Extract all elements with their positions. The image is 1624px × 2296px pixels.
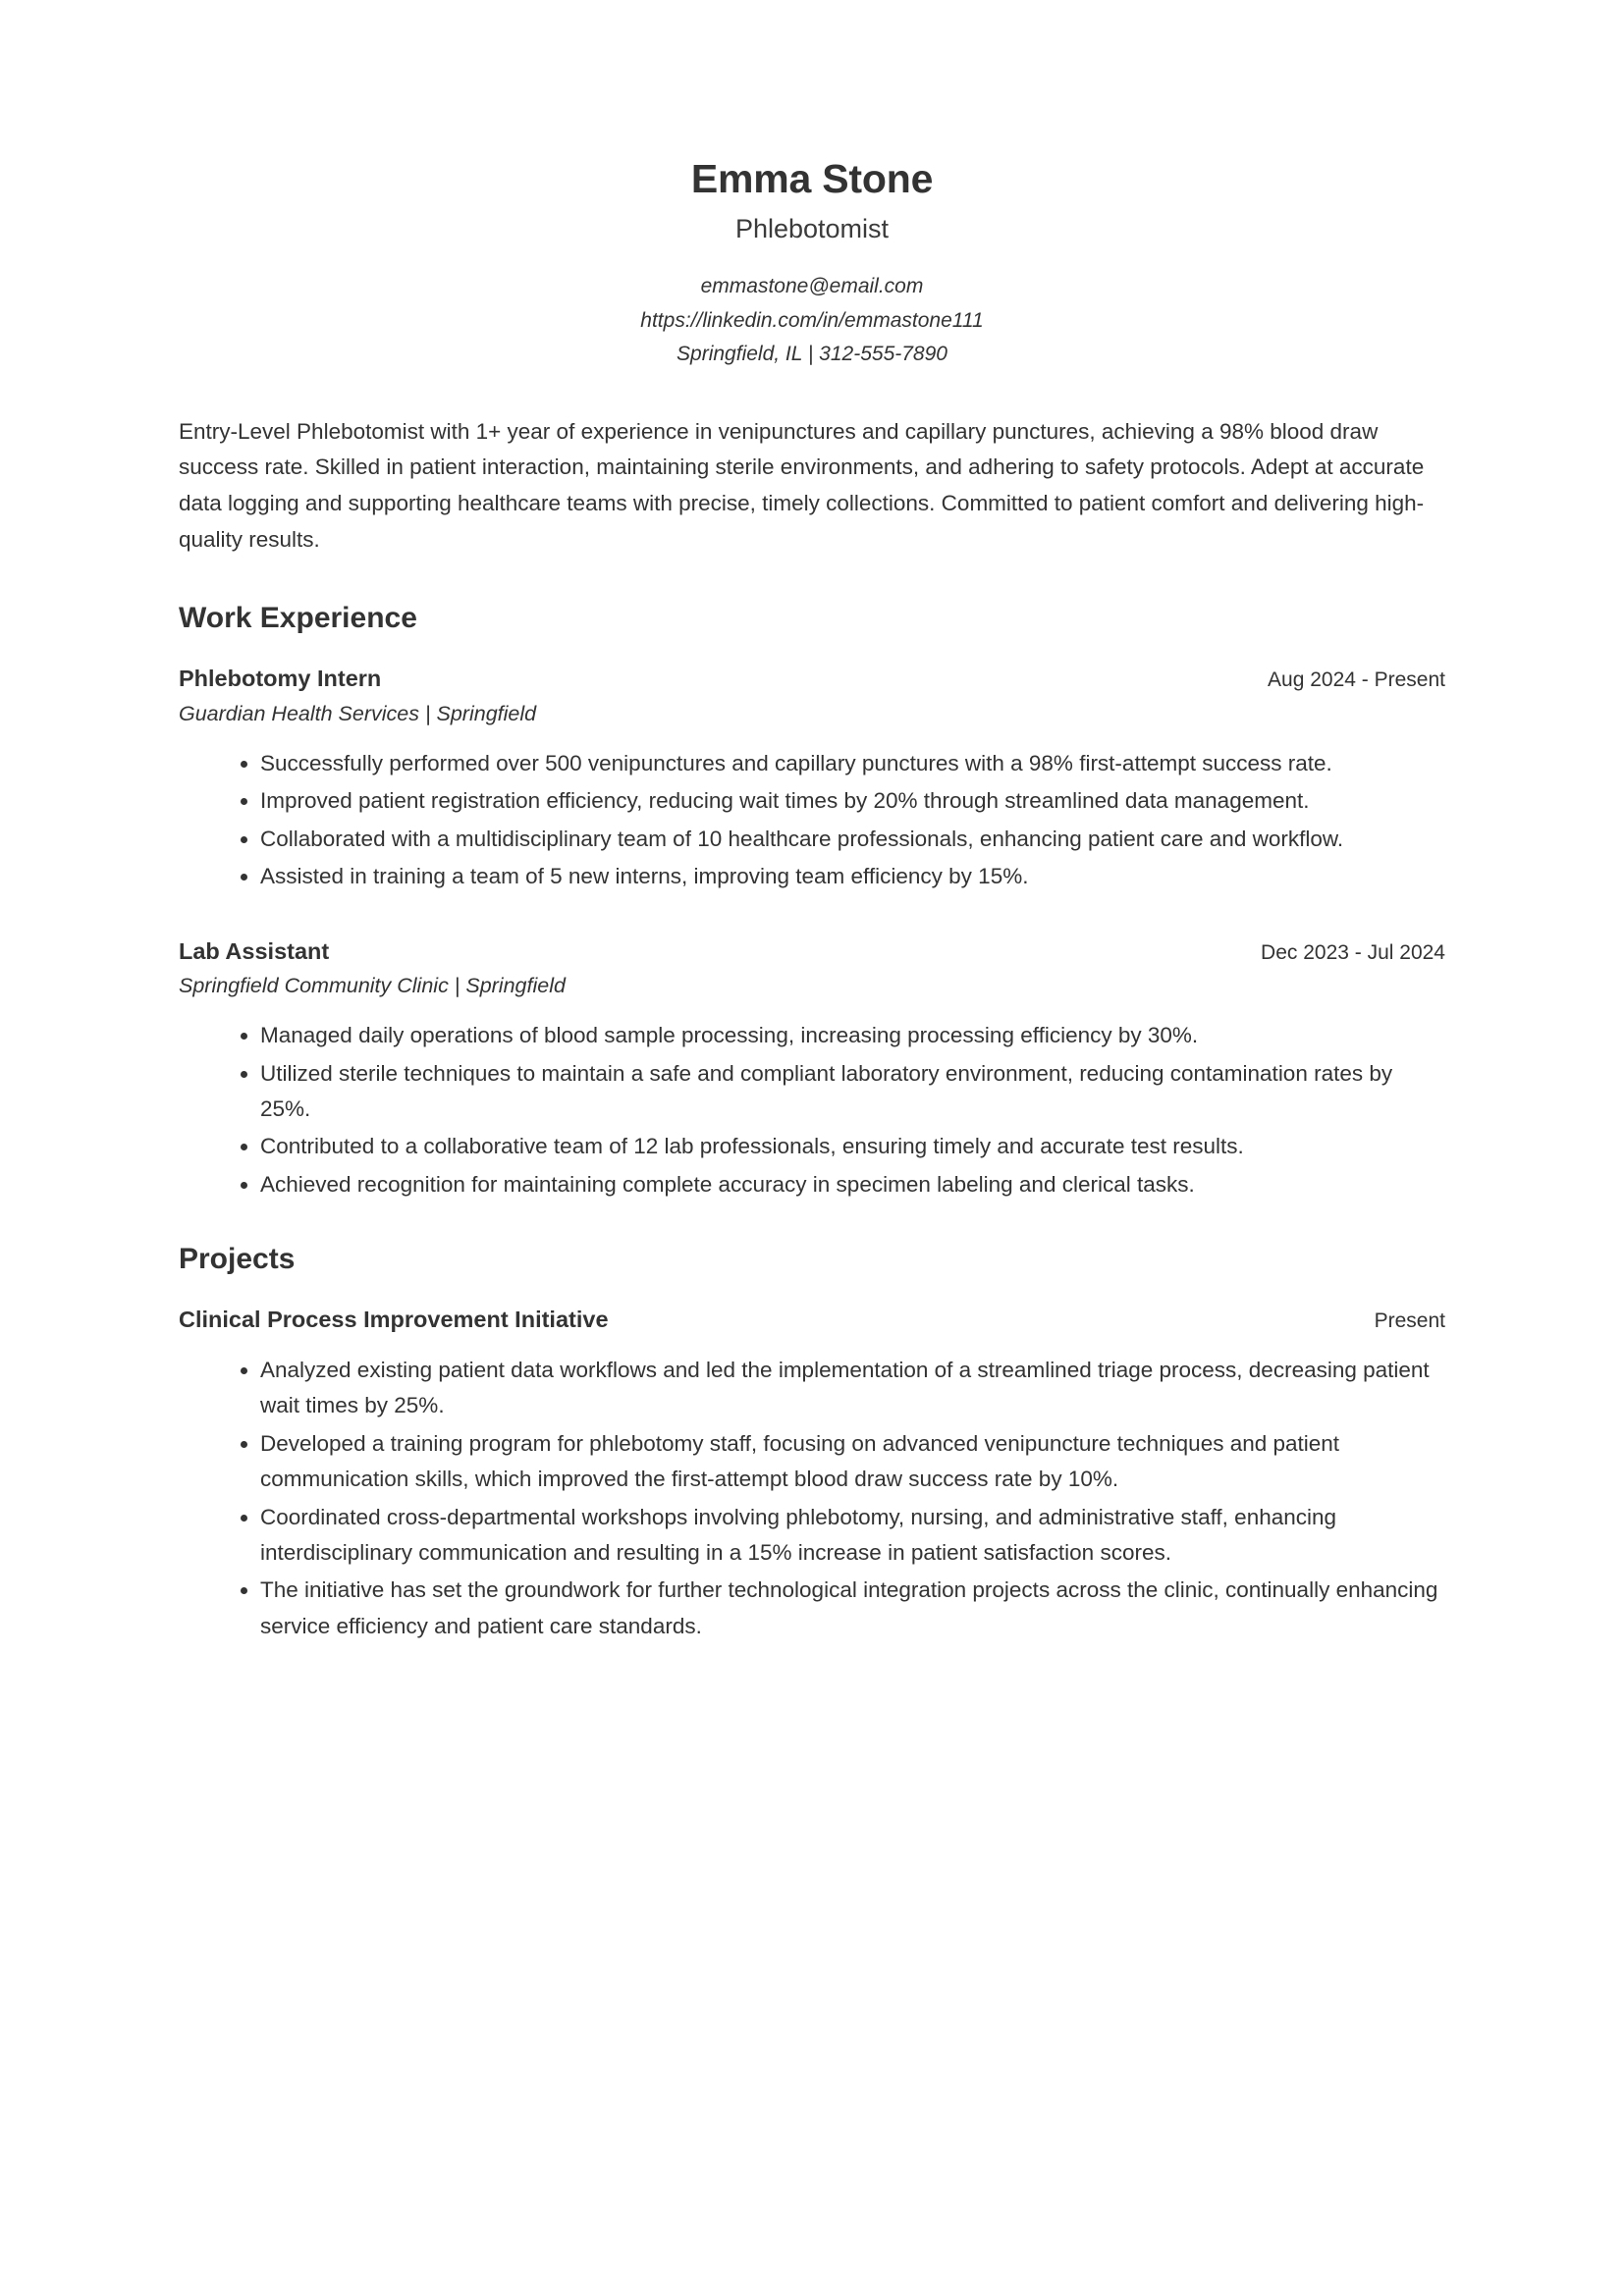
- bullet-item: Achieved recognition for maintaining complete accuracy in specimen labeling and clerical tasks.: [241, 1167, 1445, 1202]
- contact-email[interactable]: emmastone@email.com: [700, 275, 924, 298]
- bullet-item: The initiative has set the groundwork for further technological integration projects across the clinic, continually enhancing service efficiency and patient care standards.: [241, 1573, 1445, 1644]
- work-entry: [179, 664, 1445, 894]
- work-entry: [179, 936, 1445, 1203]
- projects-heading: Projects: [179, 1243, 296, 1276]
- bullet-item: Collaborated with a multidisciplinary team of 10 healthcare professionals, enhancing patient care and workflow.: [241, 822, 1445, 857]
- work-experience-section: [179, 601, 1445, 1202]
- work-entry-date: Aug 2024 - Present: [1268, 668, 1445, 692]
- work-entry-date: Dec 2023 - Jul 2024: [1261, 940, 1445, 964]
- resume-header: [179, 0, 1445, 371]
- candidate-job-title: Phlebotomist: [734, 214, 890, 244]
- work-entry-organization: Guardian Health Services | Springfield: [179, 701, 537, 725]
- contact-linkedin[interactable]: https://linkedin.com/in/emmastone111: [640, 308, 984, 332]
- candidate-name: Emma Stone: [690, 156, 934, 201]
- professional-summary: Entry-Level Phlebotomist with 1+ year of experience in venipunctures and capillary punctures, achieving a 98% blood draw success rate. Skilled in patient interaction, maintaining sterile environments, and adhering to safety protocols. Adept at accurate data logging and supporting healthcare teams with precise, timely collections. Committed to patient comfort and delivering high-quality results.: [179, 418, 1425, 552]
- project-entry-date: Present: [1374, 1309, 1445, 1333]
- work-entry-bullets: [179, 746, 1445, 895]
- work-entry-role: Phlebotomy Intern: [179, 666, 382, 692]
- bullet-item: Utilized sterile techniques to maintain a safe and compliant laboratory environment, reducing contamination rates by 25%.: [241, 1056, 1445, 1128]
- bullet-item: Improved patient registration efficiency, reducing wait times by 20% through streamlined data management.: [241, 783, 1445, 819]
- bullet-item: Managed daily operations of blood sample processing, increasing processing efficiency by 30%.: [241, 1018, 1445, 1053]
- bullet-item: Contributed to a collaborative team of 12 lab professionals, ensuring timely and accurate test results.: [241, 1129, 1445, 1164]
- bullet-item: Coordinated cross-departmental workshops involving phlebotomy, nursing, and administrative staff, enhancing interdisciplinary communication and resulting in a 15% increase in patient satisfaction scores.: [241, 1500, 1445, 1572]
- project-entry-header: [179, 1305, 1445, 1335]
- work-entry-header: [179, 664, 1445, 694]
- contact-location-phone: Springfield, IL | 312-555-7890: [677, 342, 947, 365]
- resume-content: [179, 0, 1445, 1650]
- work-entry-header: [179, 936, 1445, 967]
- bullet-item: Analyzed existing patient data workflows and led the implementation of a streamlined triage process, decreasing patient wait times by 25%.: [241, 1353, 1445, 1424]
- bullet-item: Assisted in training a team of 5 new interns, improving team efficiency by 15%.: [241, 859, 1445, 894]
- bullet-item: Successfully performed over 500 venipunctures and capillary punctures with a 98% first-attempt success rate.: [241, 746, 1445, 781]
- work-entry-role: Lab Assistant: [179, 937, 330, 964]
- projects-section: [179, 1242, 1445, 1644]
- work-entry-bullets: [179, 1018, 1445, 1202]
- project-entry: [179, 1305, 1445, 1644]
- project-entry-bullets: [179, 1353, 1445, 1645]
- project-entry-title: Clinical Process Improvement Initiative: [179, 1307, 609, 1333]
- bullet-item: Developed a training program for phlebotomy staff, focusing on advanced venipuncture techniques and patient communication skills, which improved the first-attempt blood draw success rate by 10%.: [241, 1426, 1445, 1498]
- work-entry-organization: Springfield Community Clinic | Springfield: [179, 974, 566, 998]
- work-experience-heading: Work Experience: [179, 602, 417, 635]
